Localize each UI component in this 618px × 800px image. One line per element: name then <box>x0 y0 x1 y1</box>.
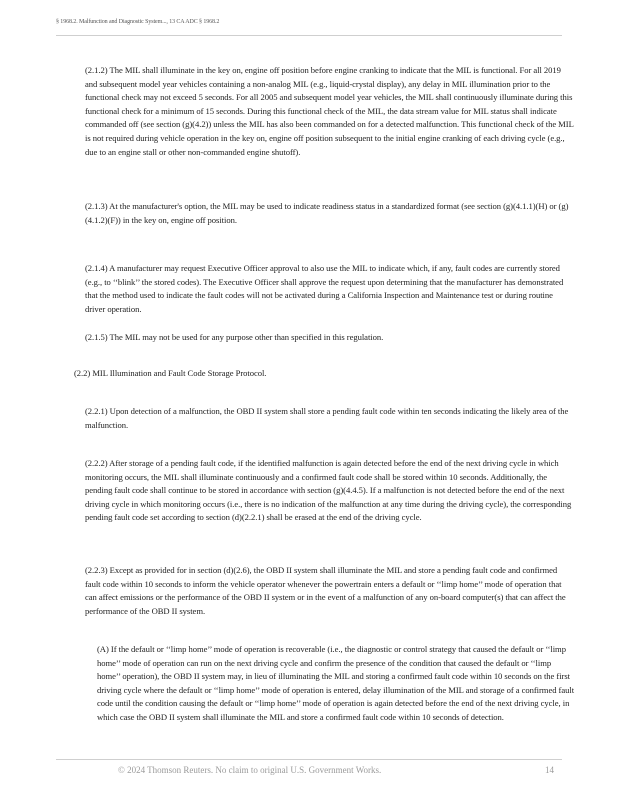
footer-copyright: © 2024 Thomson Reuters. No claim to original U.S. Government Works. <box>118 765 382 775</box>
paragraph-2-2-3: (2.2.3) Except as provided for in section (d)(2.6), the OBD II system shall illuminate the MIL and store a pending fault code and confirmed fault code within 10 seconds to inform the vehicle operator whenever the powertrain enters a default or ‘‘limp home’’ mode of operation that can affect emissions or the performance of the OBD II system or in the event of a malfunction of any on-board computer(s) that can affect the performance of the OBD II system. <box>85 565 566 616</box>
paragraph-2-2-1: (2.2.1) Upon detection of a malfunction, the OBD II system shall store a pending fault code within ten seconds indicating the likely area of the malfunction. <box>85 406 569 430</box>
paragraph-A: (A) If the default or ‘‘limp home’’ mode of operation is recoverable (i.e., the diagnostic or control strategy that caused the default or ‘‘limp home’’ mode of operation can run on the next driving cycle and confirm the presence of the condition that caused the default or ‘‘limp home’’ operation), the OBD II system may, in lieu of illuminating the MIL and storing a confirmed fault code within 10 seconds on the first driving cycle where the default or ‘‘limp home’’ mode of operation is entered, delay illumination of the MIL and storage of a confirmed fault code until the condition causing the default or ‘‘limp home’’ mode of operation is again detected before the end of the next driving cycle, in which case the OBD II system shall illuminate the MIL and store a confirmed fault code within 10 seconds of detection. <box>97 644 575 722</box>
running-header: § 1968.2. Malfunction and Diagnostic System..., 13 CA ADC § 1968.2 <box>56 19 220 25</box>
header-divider <box>56 35 562 36</box>
page-number: 14 <box>545 765 554 775</box>
paragraph-2-1-5: (2.1.5) The MIL may not be used for any purpose other than specified in this regulation. <box>85 332 384 342</box>
paragraph-2-1-4: (2.1.4) A manufacturer may request Executive Officer approval to also use the MIL to indicate which, if any, fault codes are currently stored (e.g., to ‘‘blink’’ the stored codes). The Executive Officer shall approve the request upon determining that the manufacturer has demonstrated that the method used to indicate the fault codes will not be activated during a California Inspection and Maintenance test or during routine driver operation. <box>85 263 564 314</box>
section-heading-2-2: (2.2) MIL Illumination and Fault Code Storage Protocol. <box>74 368 267 378</box>
footer-divider <box>56 759 562 760</box>
paragraph-2-2-2: (2.2.2) After storage of a pending fault code, if the identified malfunction is again detected before the end of the next driving cycle in which monitoring occurs, the MIL shall illuminate continuously and a confirmed fault code shall be stored within 10 seconds. Additionally, the pending fault code shall continue to be stored in accordance with section (g)(4.4.5). If a malfunction is not detected before the end of the next driving cycle in which monitoring occurs (i.e., there is no indication of the malfunction at any time during the driving cycle), the corresponding pending fault code set according to section (d)(2.2.1) shall be erased at the end of the driving cycle. <box>85 458 572 523</box>
paragraph-2-1-3: (2.1.3) At the manufacturer's option, the MIL may be used to indicate readiness status in a standardized format (see section (g)(4.1.1)(H) or (g)(4.1.2)(F)) in the key on, engine off position. <box>85 201 569 225</box>
paragraph-2-1-2: (2.1.2) The MIL shall illuminate in the key on, engine off position before engine cranking to indicate that the MIL is functional. For all 2019 and subsequent model year vehicles containing a non-analog MIL (e.g., liquid-crystal display), any delay in MIL illumination prior to the functional check may not exceed 5 seconds. For all 2005 and subsequent model year vehicles, the MIL shall continuously illuminate during this functional check for a minimum of 15 seconds. During this functional check of the MIL, the data stream value for MIL status shall indicate commanded off (see section (g)(4.2)) unless the MIL has also been commanded on for a detected malfunction. This functional check of the MIL is not required during vehicle operation in the key on, engine off position subsequent to the initial engine cranking of each driving cycle (e.g., due to an engine stall or other non-commanded engine shutoff). <box>85 65 574 157</box>
